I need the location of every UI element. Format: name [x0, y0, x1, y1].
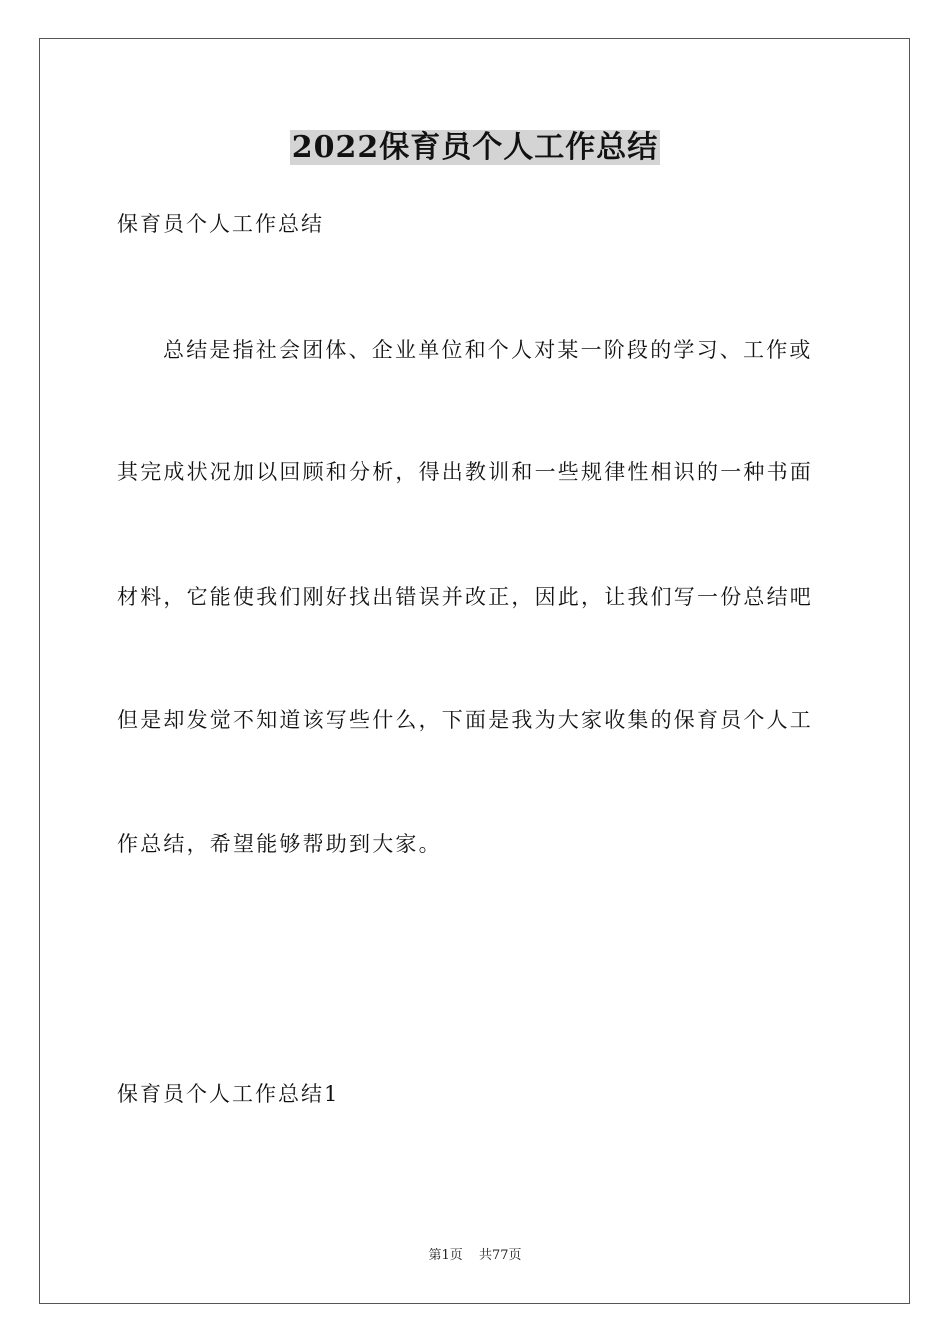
- section-heading: 保育员个人工作总结1: [117, 1082, 340, 1106]
- paragraph-line: 其完成状况加以回顾和分析，得出教训和一些规律性相识的一种书面: [117, 460, 813, 484]
- paragraph-line: 但是却发觉不知道该写些什么，下面是我为大家收集的保育员个人工: [117, 708, 813, 732]
- document-title-text: 2022保育员个人工作总结: [291, 130, 659, 165]
- page-number: 第1页: [428, 1248, 463, 1263]
- page-total: 共77页: [478, 1248, 522, 1263]
- paragraph-line: 作总结，希望能够帮助到大家。: [117, 832, 442, 856]
- document-title: [0, 126, 950, 170]
- page-footer: [0, 1247, 950, 1265]
- paragraph-line: 材料，它能使我们刚好找出错误并改正，因此，让我们写一份总结吧: [117, 585, 813, 609]
- paragraph-line: 总结是指社会团体、企业单位和个人对某一阶段的学习、工作或: [163, 338, 813, 362]
- document-subheading: 保育员个人工作总结: [117, 212, 324, 236]
